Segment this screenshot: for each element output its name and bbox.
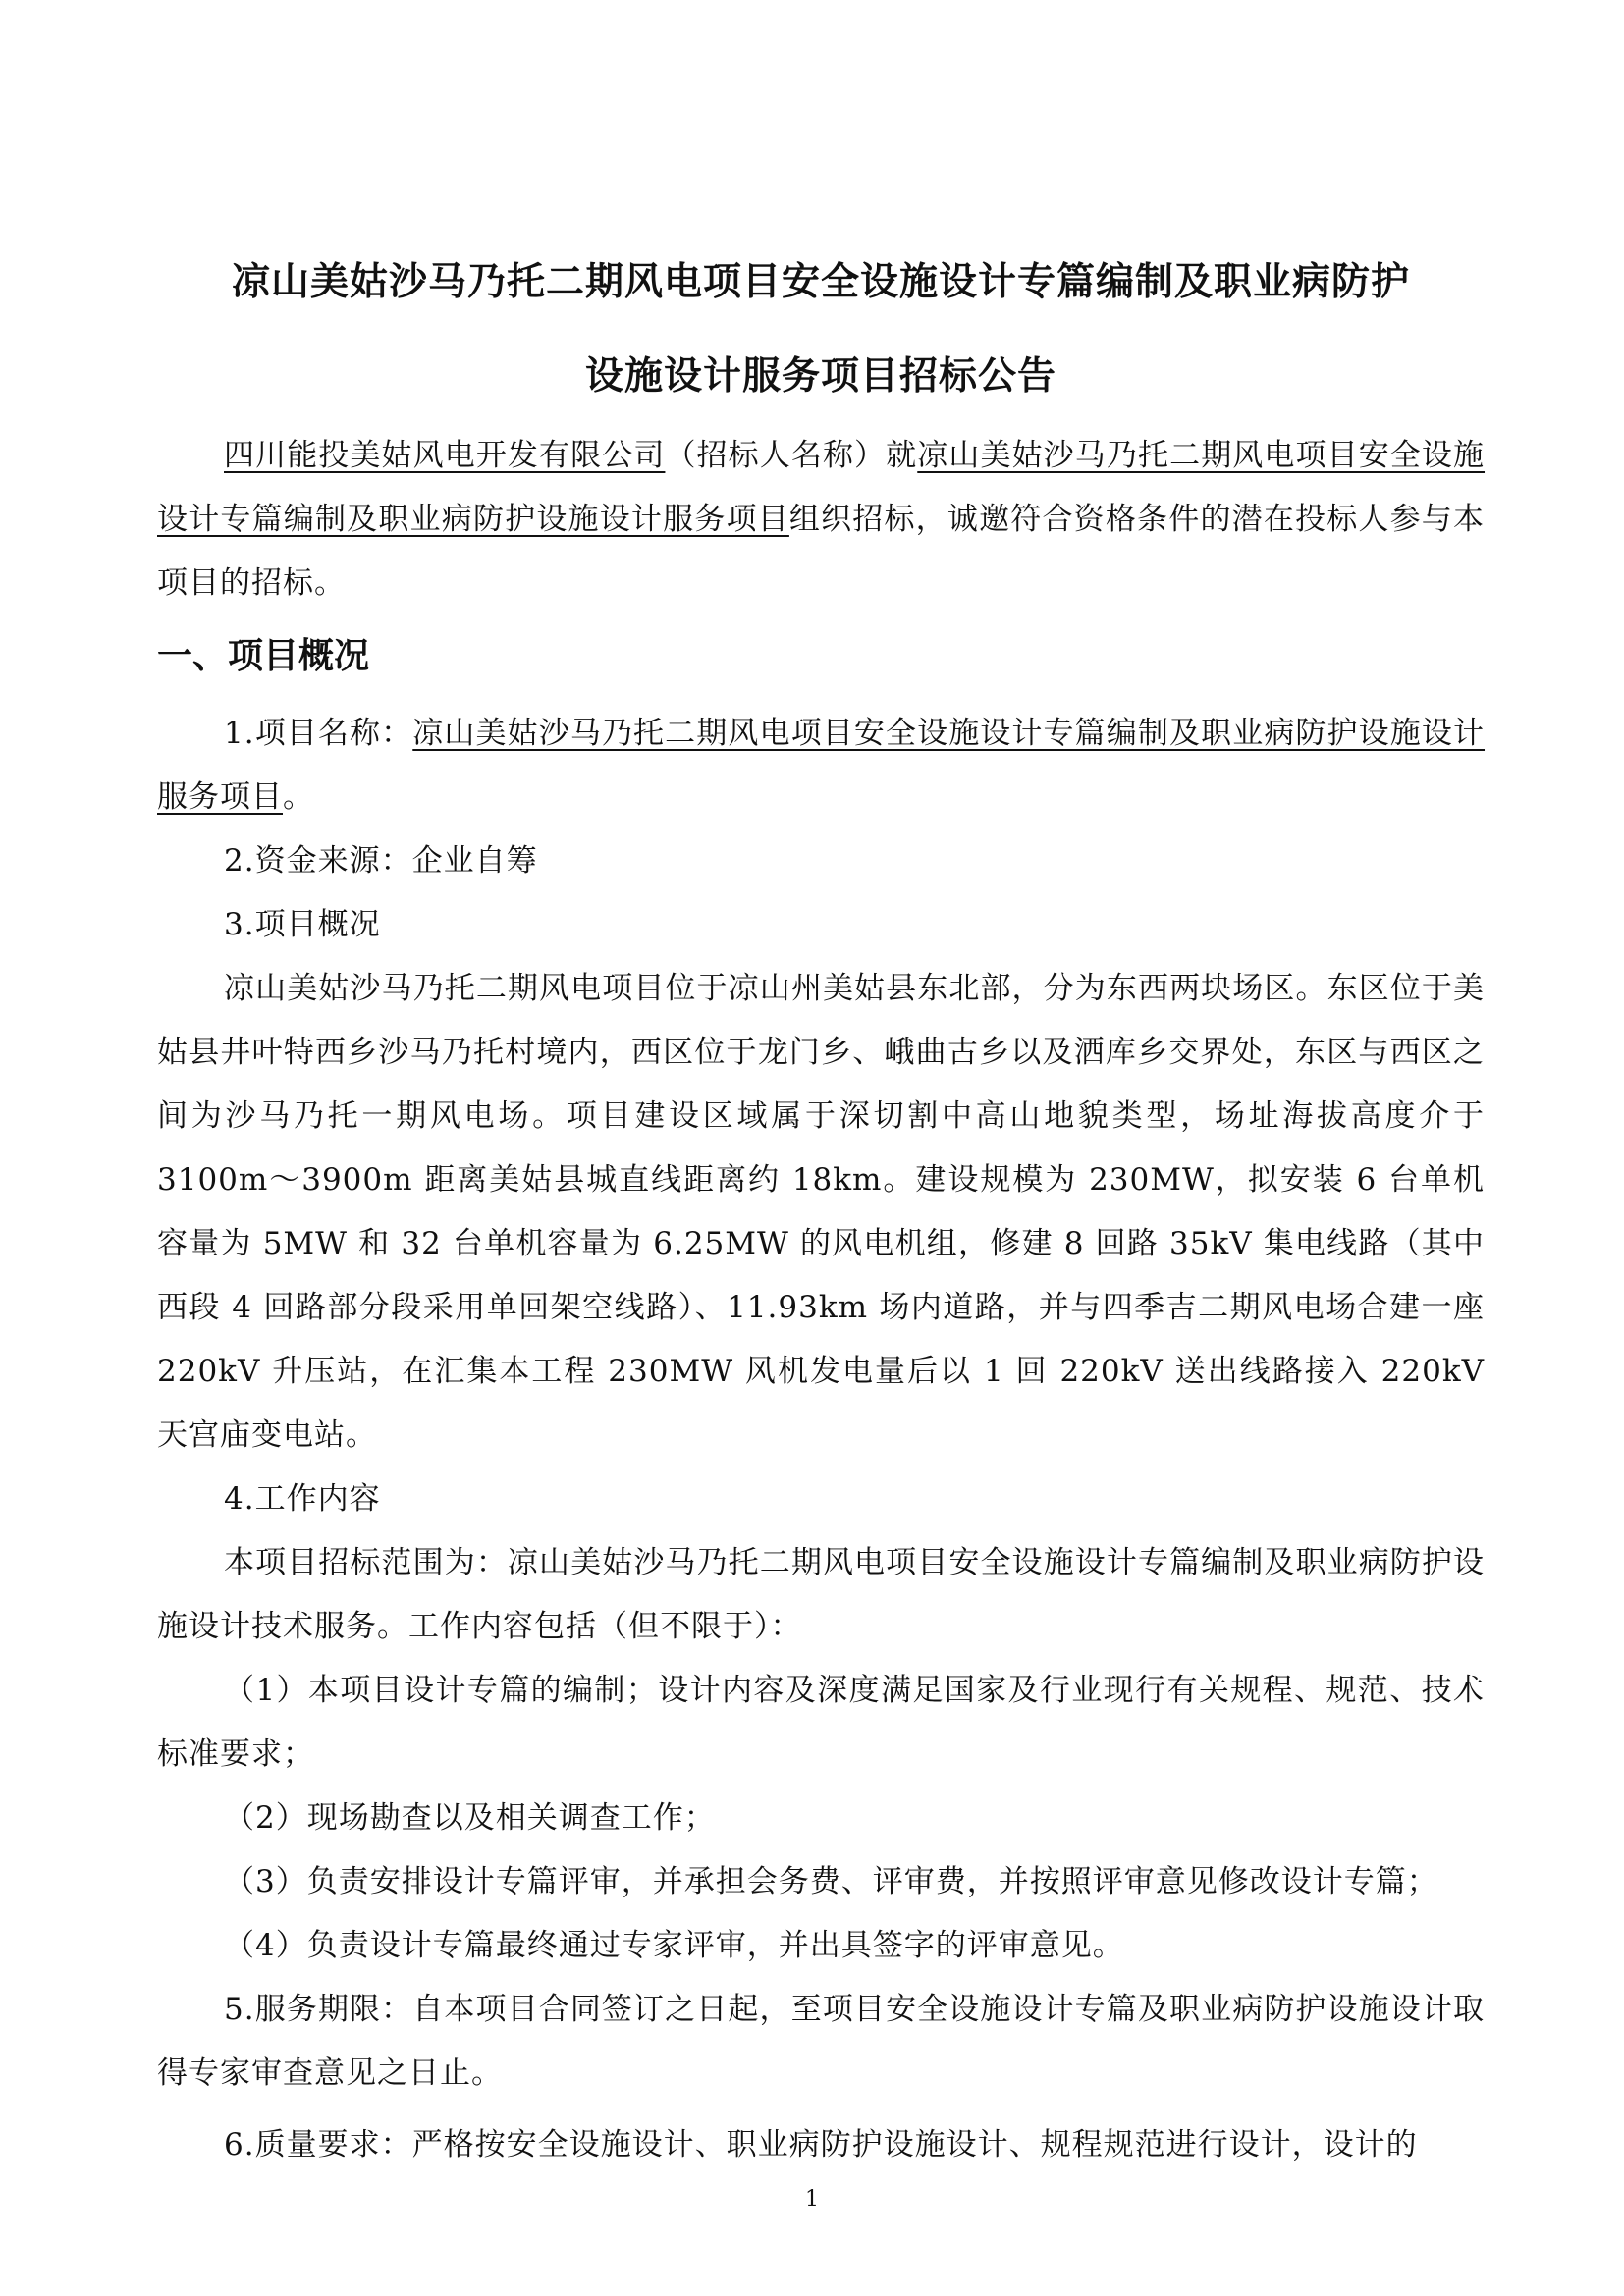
item-quality-requirements: 6.质量要求：严格按安全设施设计、职业病防护设施设计、规程规范进行设计，设计的: [224, 2127, 1418, 2163]
item-overview-heading: 3.项目概况: [224, 907, 381, 942]
tenderer-note: （招标人名称）就: [665, 438, 918, 473]
work-item-1: （1）本项目设计专篇的编制；设计内容及深度满足国家及行业现行有关规程、规范、技术标准要求；: [157, 1673, 1485, 1772]
intro-tail: 组织招标，诚邀符合资格条件的潜在投标人参与本项目的招标。: [157, 502, 1486, 601]
item-service-period: 5.服务期限：自本项目合同签订之日起，至项目安全设施设计专篇及职业病防护设施设计取得专家审查意见之日止。: [157, 1992, 1485, 2091]
item-overview-body: 凉山美姑沙马乃托二期风电项目位于凉山州美姑县东北部，分为东西两块场区。东区位于美姑县井叶特西乡沙马乃托村境内，西区位于龙门乡、峨曲古乡以及洒库乡交界处，东区与西区之间为沙马乃托一期风电场。项目建设区域属于深切割中高山地貌类型，场址海拔高度介于 3100m～3900m 距离美姑县城直线距离约 18km。建设规模为 230MW，拟安装 6 台单机容量为 5MW 和 32 台单机容量为 6.25MW 的风电机组，修建 8 回路 35kV 集电线路（其中西段 4 回路部分段采用单回架空线路）、11.93km 场内道路，并与四季吉二期风电场合建一座 220kV 升压站，在汇集本工程 230MW 风机发电量后以 1 回 220kV 送出线路接入 220kV 天宫庙变电站。: [157, 971, 1485, 1453]
document-page: [157, 236, 1485, 2177]
item-work-content-heading: 4.工作内容: [224, 1481, 381, 1517]
item1-end: 。: [283, 779, 314, 815]
item-funding-source: 2.资金来源：企业自筹: [224, 843, 538, 879]
work-item-2: （2）现场勘查以及相关调查工作；: [224, 1800, 716, 1836]
item-work-content-body: 本项目招标范围为：凉山美姑沙马乃托二期风电项目安全设施设计专篇编制及职业病防护设施设计技术服务。工作内容包括（但不限于）：: [157, 1545, 1485, 1644]
item1-label: 1.项目名称：: [224, 716, 413, 751]
section-heading-project-overview: 一、项目概况: [157, 636, 370, 676]
item-project-name: [157, 702, 1485, 829]
work-item-3: （3）负责安排设计专篇评审，并承担会务费、评审费，并按照评审意见修改设计专篇；: [224, 1864, 1438, 1899]
title-line-1: 凉山美姑沙马乃托二期风电项目安全设施设计专篇编制及职业病防护: [231, 260, 1410, 304]
tenderer-name: 四川能投美姑风电开发有限公司: [224, 438, 666, 473]
page-title: [157, 236, 1485, 424]
title-line-2: 设施设计服务项目招标公告: [584, 354, 1056, 399]
work-item-4: （4）负责设计专篇最终通过专家评审，并出具签字的评审意见。: [224, 1928, 1124, 1963]
item1-value: 凉山美姑沙马乃托二期风电项目安全设施设计专篇编制及职业病防护设施设计服务项目: [157, 716, 1486, 815]
intro-paragraph: [157, 424, 1485, 615]
page-number: 1: [805, 2187, 819, 2212]
intro-project-name: 凉山美姑沙马乃托二期风电项目安全设施设计专篇编制及职业病防护设施设计服务项目: [157, 438, 1486, 537]
